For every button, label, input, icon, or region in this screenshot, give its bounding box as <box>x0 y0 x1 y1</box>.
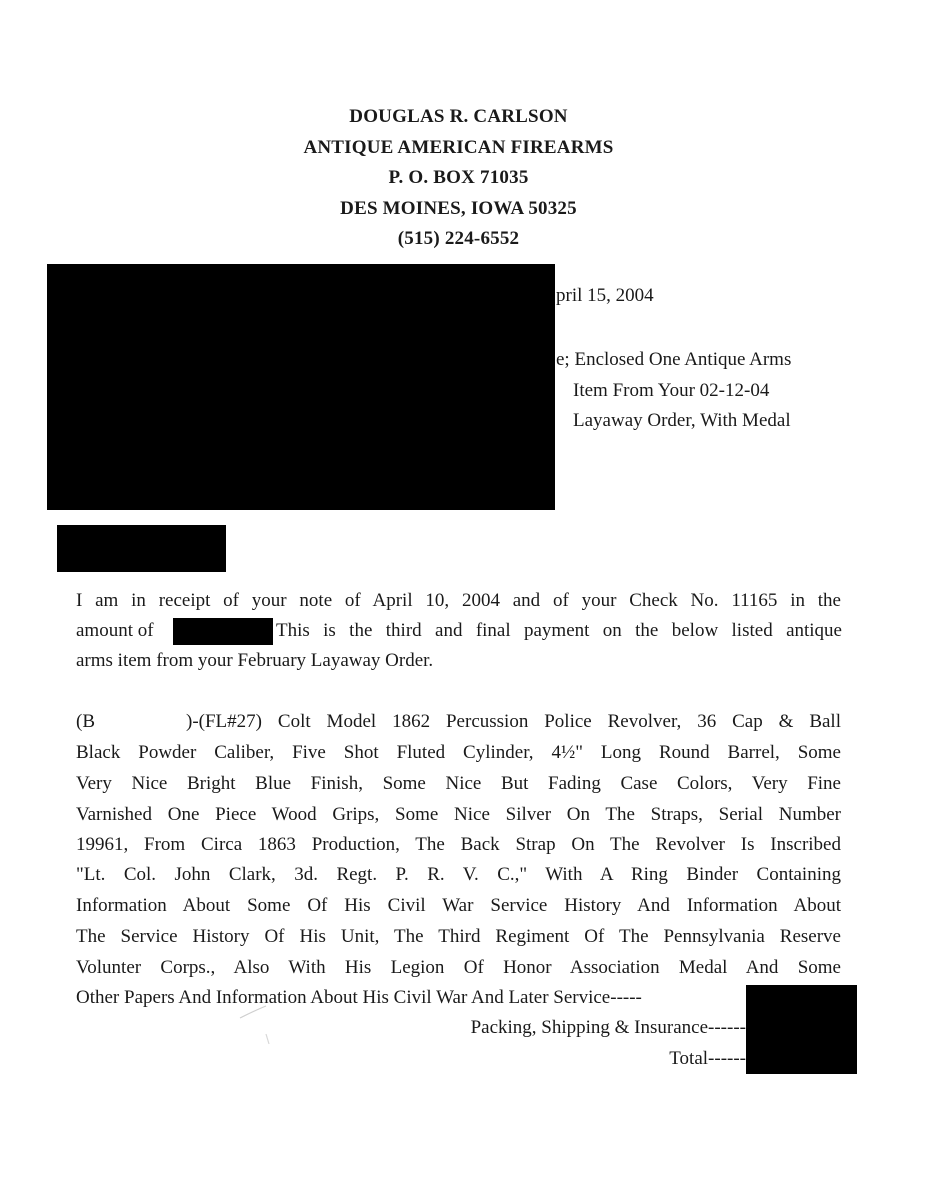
subject-line-1: e; Enclosed One Antique Arms <box>556 349 792 370</box>
item-line-9: Volunter Corps., Also With His Legion Of Honor Association Medal And Some <box>76 957 841 978</box>
subject-line-2: Item From Your 02-12-04 <box>573 379 770 401</box>
paragraph-1-line-1: I am in receipt of your note of April 10, 2004 and of your Check No. 11165 in the <box>76 590 841 611</box>
paragraph-1-amount-label: amount of <box>76 620 154 641</box>
redaction-address-block <box>47 264 555 510</box>
total-charge-label: Total------ <box>669 1048 746 1069</box>
letterhead <box>0 102 927 255</box>
subject-block <box>556 345 791 437</box>
redaction-prices <box>746 985 857 1074</box>
redaction-salutation <box>57 525 226 572</box>
paragraph-1-line-3: arms item from your February Layaway Order. <box>76 650 434 671</box>
redaction-amount <box>173 618 273 645</box>
letterhead-name: DOUGLAS R. CARLSON <box>349 106 568 127</box>
item-line-10: Other Papers And Information About His Civil War And Later Service----- <box>76 987 642 1008</box>
item-line-6: "Lt. Col. John Clark, 3d. Regt. P. R. V. C.," With A Ring Binder Containing <box>76 864 841 885</box>
subject-line-3: Layaway Order, With Medal <box>573 410 791 431</box>
letterhead-phone: (515) 224-6552 <box>397 228 520 249</box>
item-line-5: 19961, From Circa 1863 Production, The Back Strap On The Revolver Is Inscribed <box>76 834 841 855</box>
letterhead-city: DES MOINES, IOWA 50325 <box>340 197 577 219</box>
letterhead-po-box: P. O. BOX 71035 <box>388 167 529 188</box>
item-line-3: Very Nice Bright Blue Finish, Some Nice But Fading Case Colors, Very Fine <box>76 773 841 794</box>
item-line-2: Black Powder Caliber, Five Shot Fluted Cylinder, 4½" Long Round Barrel, Some <box>76 742 841 763</box>
letter-date: pril 15, 2004 <box>556 285 654 306</box>
paragraph-1-line-2: This is the third and final payment on the below listed antique <box>276 620 842 641</box>
item-line-7: Information About Some Of His Civil War Service History And Information About <box>76 895 841 916</box>
shipping-charge-label: Packing, Shipping & Insurance------ <box>470 1017 746 1038</box>
item-line-8: The Service History Of His Unit, The Third Regiment Of The Pennsylvania Reserve <box>76 926 841 947</box>
item-line-4: Varnished One Piece Wood Grips, Some Nice Silver On The Straps, Serial Number <box>76 804 841 825</box>
stray-ink-mark <box>236 998 276 1048</box>
item-line-1: )-(FL#27) Colt Model 1862 Percussion Police Revolver, 36 Cap & Ball <box>186 711 841 732</box>
item-code-start: (B <box>76 711 95 732</box>
letterhead-business: ANTIQUE AMERICAN FIREARMS <box>303 136 614 158</box>
